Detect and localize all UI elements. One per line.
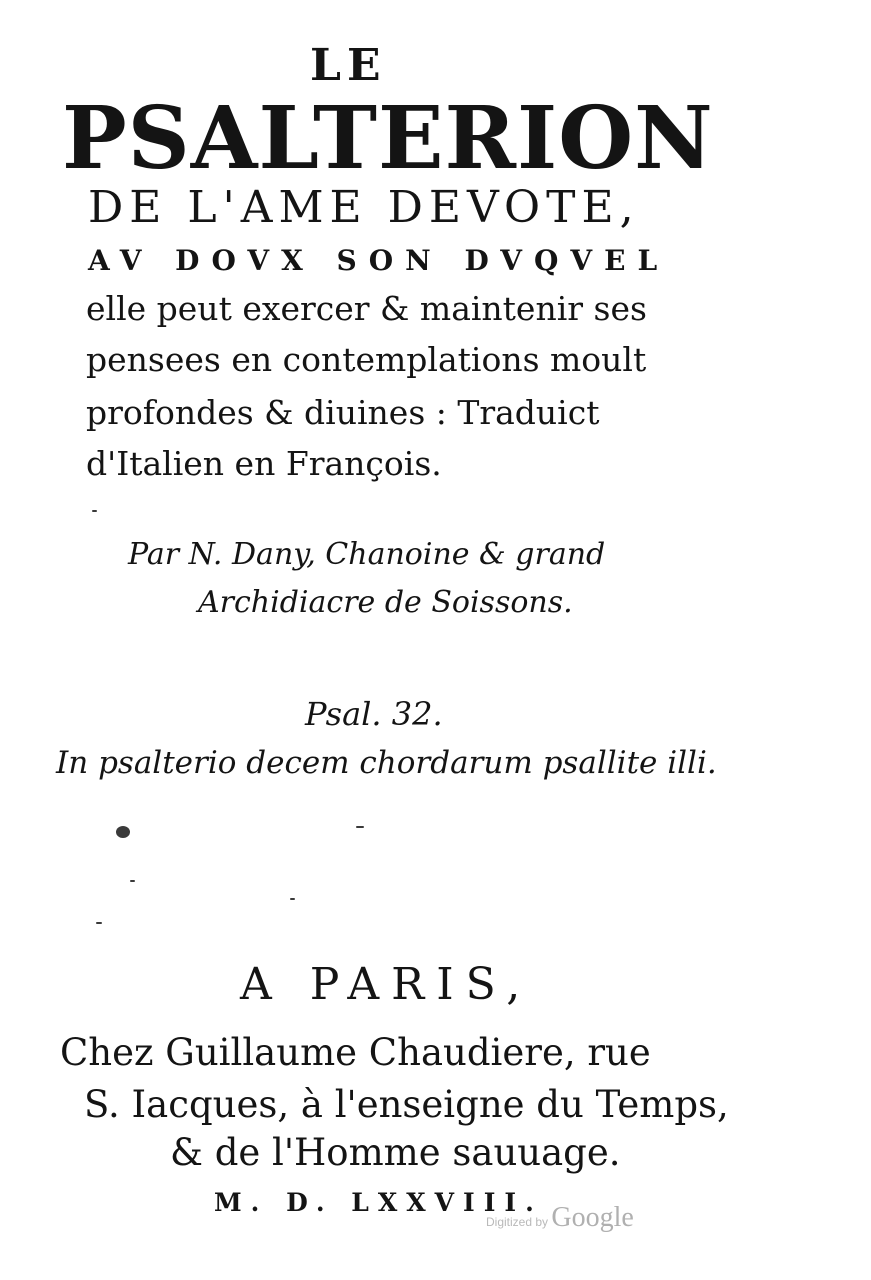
body-line: d'Italien en François. — [86, 444, 442, 483]
body-line: elle peut exercer & maintenir ses — [86, 289, 647, 328]
ink-speck — [130, 880, 135, 882]
google-watermark — [486, 1202, 634, 1234]
imprint-date: M. D. LXXVIII. — [214, 1188, 543, 1217]
ink-speck — [92, 510, 97, 512]
google-logo-text: Google — [551, 1202, 634, 1233]
watermark-prefix: Digitized by — [486, 1215, 549, 1229]
epigraph-reference: Psal. 32. — [305, 695, 443, 733]
ink-speck — [116, 826, 130, 838]
byline: Archidiacre de Soissons. — [198, 585, 573, 620]
imprint-line: & de l'Homme sauuage. — [170, 1131, 621, 1174]
imprint-city: A PARIS, — [240, 959, 533, 1010]
body-line: pensees en contemplations moult — [86, 340, 647, 379]
ink-speck — [356, 826, 364, 828]
imprint-line: S. Iacques, à l'enseigne du Temps, — [84, 1083, 729, 1126]
imprint-line: Chez Guillaume Chaudiere, rue — [60, 1031, 651, 1074]
body-line: profondes & diuines : Traduict — [86, 393, 600, 432]
ink-speck — [290, 898, 295, 900]
ink-speck — [96, 922, 102, 924]
title-line-le: LE — [310, 40, 387, 91]
epigraph-text: In psalterio decem chordarum psallite illi. — [56, 745, 717, 781]
subtitle-line: AV DOVX SON DVQVEL — [88, 244, 670, 277]
byline: Par N. Dany, Chanoine & grand — [128, 537, 606, 572]
title-line-psalterion: PSALTERION — [62, 88, 714, 189]
title-line-ame-devote: DE L'AME DEVOTE, — [88, 182, 640, 233]
